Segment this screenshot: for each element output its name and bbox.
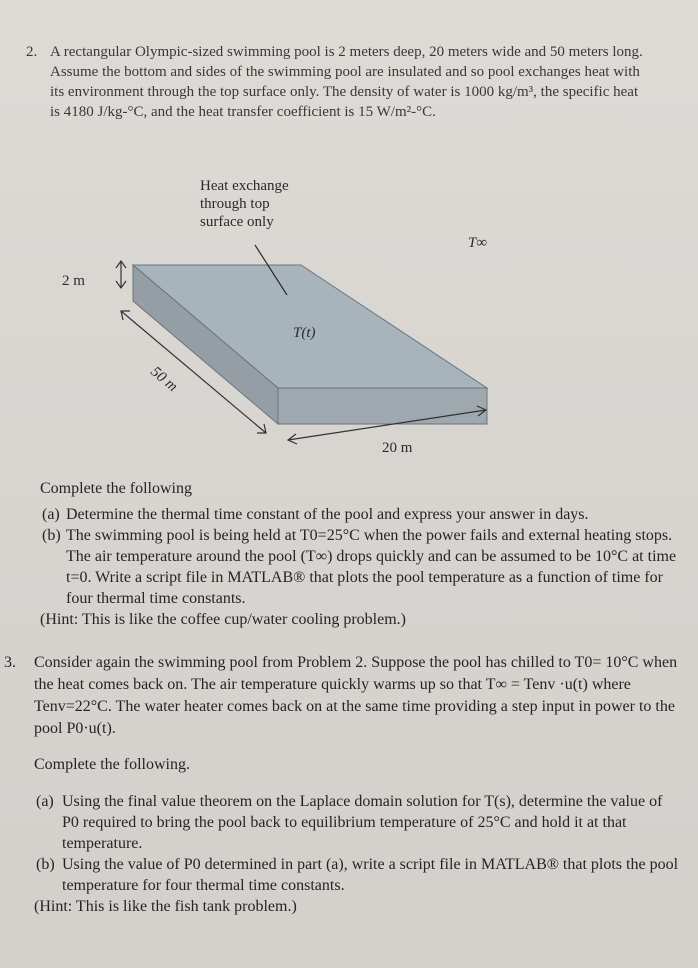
depth-label: 2 m [62,273,85,289]
problem-3-part-b-text: Using the value of P0 determined in part (a), write a script file in MATLAB® that plots the pool temperature for four thermal time constants. [62,856,679,894]
problem-2-part-a [20,504,680,525]
problem-3 [4,652,680,917]
depth-arrow [116,261,126,288]
problem-3-number: 3. [4,654,16,671]
problem-3-part-b-label: (b) [36,856,55,873]
problem-3-part-a-label: (a) [36,793,54,810]
problem-3-part-a [4,791,680,854]
problem-2-parts [20,478,680,630]
heat-exchange-label-line3: surface only [200,214,274,230]
length-label: 50 m [147,363,181,396]
problem-2-complete-heading: Complete the following [40,480,192,497]
problem-2-part-b [20,525,680,609]
problem-2-text: A rectangular Olympic-sized swimming pool is 2 meters deep, 20 meters wide and 50 meters long. Assume the bottom and sides of the swimming pool are insulated and so pool exchanges heat with its environment through the top surface only. The density of water is 1000 kg/m³, the specific heat is 4180 J/kg-°C, and the heat transfer coefficient is 15 W/m²-°C. [50,44,643,120]
problem-3-part-a-text: Using the final value theorem on the Laplace domain solution for T(s), determine the value of P0 required to bring the pool back to equilibrium temperature of 25°C and hold it at that temperature. [62,793,663,852]
pool-front-face [278,388,487,424]
problem-3-hint: (Hint: This is like the fish tank problem.) [34,898,297,915]
problem-2-part-b-label: (b) [42,527,61,544]
width-label: 20 m [382,440,413,456]
problem-2-hint: (Hint: This is like the coffee cup/water cooling problem.) [40,611,406,628]
problem-2-part-a-label: (a) [42,506,60,523]
problem-3-part-b [4,854,680,896]
heat-exchange-label-line2: through top [200,196,270,212]
t-infinity-label: T∞ [468,235,488,251]
problem-2-part-a-text: Determine the thermal time constant of the pool and express your answer in days. [66,506,589,523]
problem-3-statement: Consider again the swimming pool from Problem 2. Suppose the pool has chilled to T0= 10°C when the heat comes back on. The air temperature quickly warms up so that T∞ = Tenv ·u(t) where Tenv=22°C. The water heater comes back on at the same time providing a step input in power to the pool P0·u(t). [34,654,678,737]
problem-2-part-b-text: The swimming pool is being held at T0=25°C when the power fails and external heating stops. The air temperature around the pool (T∞) drops quickly and can be assumed to be 10°C at time t=0. Write a script file in MATLAB® that plots the pool temperature as a function of time for four thermal time constants. [66,527,677,607]
pool-temperature-label: T(t) [293,325,316,341]
problem-3-complete-heading: Complete the following. [34,756,190,773]
problem-2-number: 2. [26,44,38,60]
heat-exchange-label-line1: Heat exchange [200,178,289,194]
